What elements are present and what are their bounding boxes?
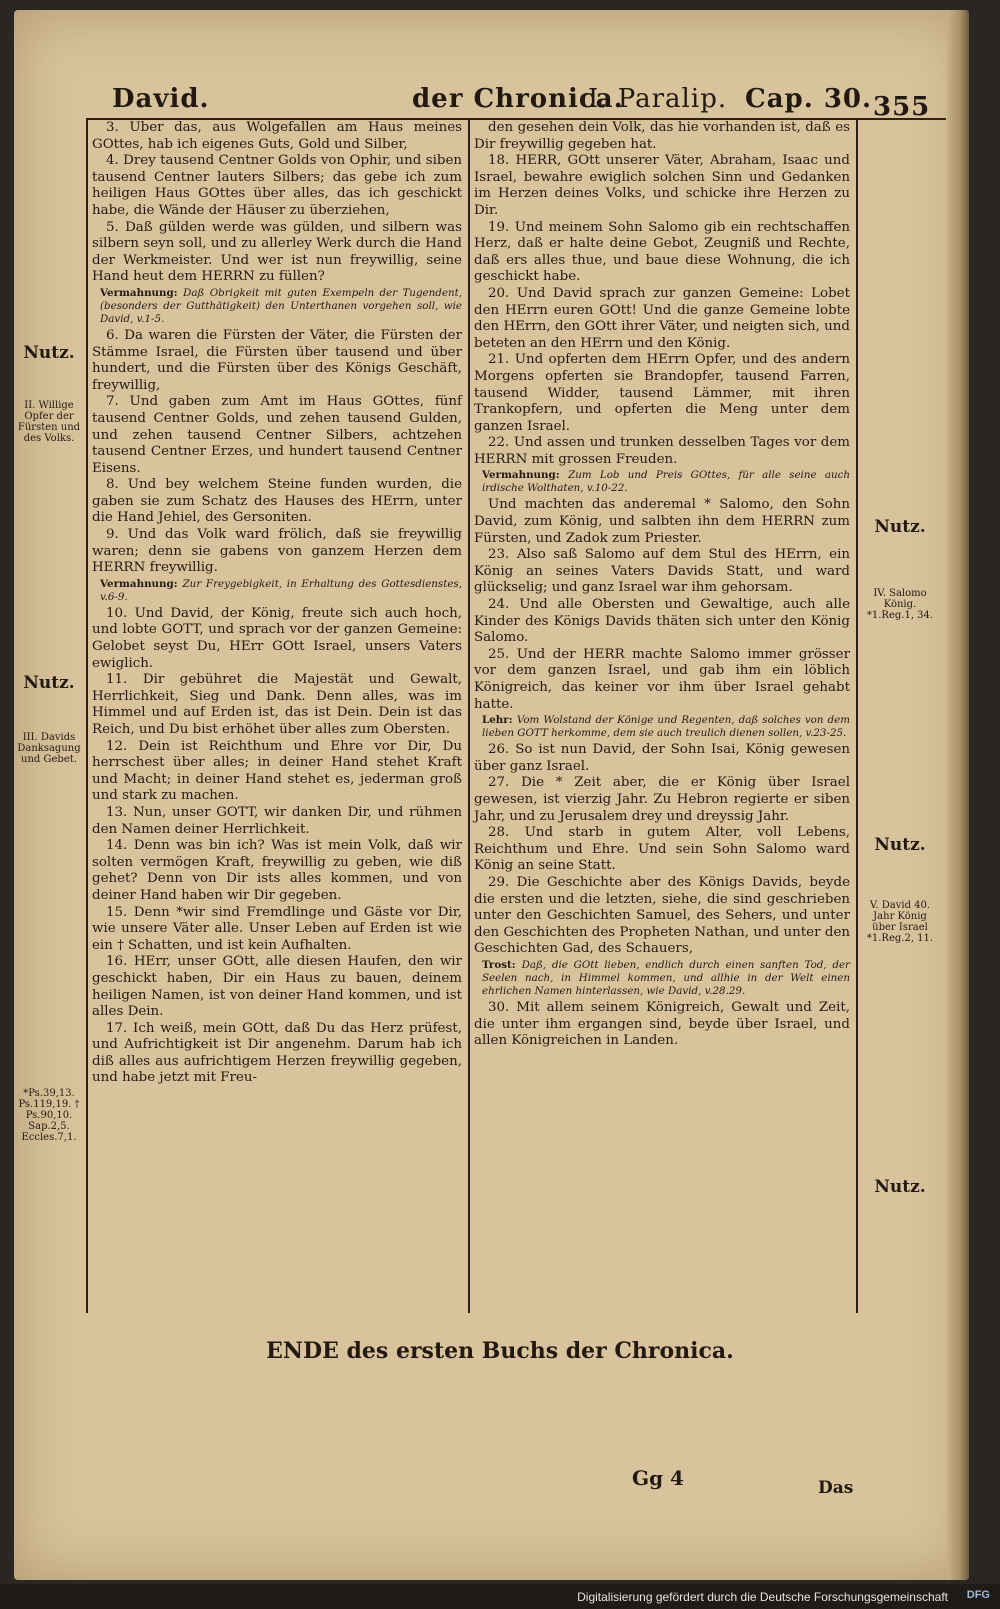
page-number: 355 [873, 92, 931, 122]
verse: 25. Und der HERR machte Salomo immer grösser vor dem ganzen Israel, und gab ihm ein löblich Königreich, das keiner vor ihm über Israel gehabt hatte. [474, 646, 850, 712]
right-rule [856, 118, 858, 1313]
verse: 28. Und starb in gutem Alter, voll Lebens, Reichthum und Ehre. Und sein Sohn Salomo ward König an seine Statt. [474, 825, 850, 874]
verse: 17. Ich weiß, mein GOtt, daß Du das Herz prüfest, und Aufrichtigkeit ist Dir angenehm. Darum hab ich diß alles aus aufrichtigem Herzen freywillig gegeben, und habe jetzt mit Freu- [92, 1020, 462, 1086]
margin-note: III. Davids Danksagung und Gebet. [17, 732, 81, 765]
margin-note: II. Willige Opfer der Fürsten und des Volks. [17, 400, 81, 444]
margin-nutz-label: Nutz. [874, 835, 926, 855]
verse: 29. Die Geschichte aber des Königs Davids, beyde die ersten und die letzten, siehe, die sind geschrieben unter den Geschichten Samuel, des Sehers, und unter den Geschichten des Propheten Nathan, und unter den Geschichten Gad, des Schauers, [474, 874, 850, 957]
verse: 5. Daß gülden werde was gülden, und silbern was silbern seyn soll, und zu allerley Werk durch die Hand der Werkmeister. Und wer ist nun freywillig, seine Hand heut dem HERRN zu füllen? [92, 219, 462, 285]
note-label: Vermahnung: [482, 469, 569, 482]
verse: 23. Also saß Salomo auf dem Stul des HErrn, ein König an seines Vaters Davids Statt, und ward glückselig; und ganz Israel war ihm gehorsam. [474, 547, 850, 596]
note-label: Vermahnung: [100, 577, 183, 590]
verse: 24. Und alle Obersten und Gewaltige, auch alle Kinder des Königs Davids thäten sich unter den König Salomo. [474, 597, 850, 646]
verse: 7. Und gaben zum Amt im Haus GOttes, fünf tausend Centner Golds, und zehen tausend Gulden, und zehen tausend Centner Silbers, achtzehen tausend Centner Erzes, und hundert tausend Centner Eisens. [92, 394, 462, 476]
commentary-note [482, 469, 850, 495]
verse: 20. Und David sprach zur ganzen Gemeine: Lobet den HErrn euren GOtt! Und die ganze Gemeine lobte den HErrn, den GOtt ihrer Väter, und neigten sich, und beteten an den HErrn und den König. [474, 285, 850, 351]
verse: den gesehen dein Volk, das hie vorhanden ist, daß es Dir freywillig gegeben hat. [474, 120, 850, 152]
note-text: Daß Obrigkeit mit guten Exempeln der Tugendent, (besonders der Gutthätigkeit) den Unterthanen vorgehen soll, wie David, v.1-5. [100, 286, 462, 325]
verse: 16. HErr, unser GOtt, alle diesen Haufen, den wir geschickt haben, Dir ein Haus zu bauen, deinem heiligen Namen, ist von deiner Hand kommen, und ist alles Dein. [92, 954, 462, 1020]
footer-text: Digitalisierung gefördert durch die Deutsche Forschungsgemeinschaft [577, 1590, 948, 1604]
footer-bar [0, 1584, 1000, 1609]
verse: 11. Dir gebühret die Majestät und Gewalt, Herrlichkeit, Sieg und Dank. Denn alles, was im Himmel und auf Erden ist, das ist Dein. Dein ist das Reich, und Du bist erhöhet über alles zum Obersten. [92, 672, 462, 737]
header-left: David. [112, 84, 210, 114]
note-text: Vom Wolstand der Könige und Regenten, daß solches von dem lieben GOTT herkomme, dem sie auch treulich dienen sollen, v.23-25. [482, 714, 850, 740]
header-center: der Chronica. [412, 84, 624, 114]
margin-nutz-label: Nutz. [874, 1177, 926, 1197]
header-chapter: Cap. 30. [745, 84, 873, 114]
left-rule [86, 118, 88, 1313]
commentary-note [482, 714, 850, 740]
column-divider [468, 118, 470, 1313]
margin-nutz-label: Nutz. [874, 517, 926, 537]
commentary-note [100, 287, 462, 326]
note-text: Zur Freygebigkeit, in Erhaltung des Gottesdienstes, v.6-9. [100, 577, 462, 603]
verse: 13. Nun, unser GOTT, wir danken Dir, und rühmen den Namen deiner Herrlichkeit. [92, 804, 462, 837]
note-label: Vermahnung: [100, 286, 184, 299]
note-label: Lehr: [482, 714, 517, 727]
verse: 21. Und opferten dem HErrn Opfer, und des andern Morgens opferten sie Brandopfer, tausend Farren, tausend Widder, tausend Lämmer, mit ihren Trankopfern, und opferten die Meng unter dem ganzen Israel. [474, 352, 850, 434]
book-end-title: ENDE des ersten Buchs der Chronica. [266, 1338, 734, 1364]
margin-note: *Ps.39,13. Ps.119,19. † Ps.90,10. Sap.2,5. Eccles.7,1. [18, 1088, 80, 1143]
dfg-logo: DFG [966, 1589, 990, 1601]
verse: 19. Und meinem Sohn Salomo gib ein rechtschaffen Herz, daß er halte deine Gebot, Zeugniß und Rechte, daß ers alles thue, und baue diese Wohnung, die ich geschickt habe. [474, 219, 850, 285]
verse: 18. HERR, GOtt unserer Väter, Abraham, Isaac und Israel, bewahre ewiglich solchen Sinn und Gedanken im Herzen deines Volks, und schicke ihre Herzen zu Dir. [474, 153, 850, 218]
left-text-column [92, 120, 462, 1087]
verse: 27. Die * Zeit aber, die er König über Israel gewesen, ist vierzig Jahr. Zu Hebron regierte er siben Jahr, und zu Jerusalem drey und dreyssig Jahr. [474, 775, 850, 824]
verse: 8. Und bey welchem Steine funden wurden, die gaben sie zum Schatz des Hauses des HErrn, unter die Hand Jehiel, des Gersoniten. [92, 477, 462, 526]
verse: Und machten das anderemal * Salomo, den Sohn David, zum König, und salbten ihn dem HERRN zum Fürsten, und Zadok zum Priester. [474, 497, 850, 546]
verse: 10. Und David, der König, freute sich auch hoch, und lobte GOTT, und sprach vor der ganzen Gemeine: Gelobet seyst Du, HErr GOtt Israel, unsers Vaters ewiglich. [92, 605, 462, 671]
verse: 3. Uber das, aus Wolgefallen am Haus meines GOttes, hab ich eigenes Guts, Gold und Silber, [92, 120, 462, 152]
commentary-note [482, 959, 850, 998]
verse: 15. Denn *wir sind Fremdlinge und Gäste vor Dir, wie unsere Väter alle. Unser Leben auf Erden ist wie ein † Schatten, und ist kein Aufhalten. [92, 904, 462, 953]
commentary-note [100, 578, 462, 604]
margin-nutz-label: Nutz. [23, 673, 75, 693]
verse: 6. Da waren die Fürsten der Väter, die Fürsten der Stämme Israel, die Fürsten über tausend und über hundert, und die Fürsten über des Königs Geschäft, freywillig, [92, 327, 462, 393]
header-book: I. Paralip. [588, 84, 728, 114]
verse: 30. Mit allem seinem Königreich, Gewalt und Zeit, die unter ihm ergangen sind, beyde über Israel, und allen Königreichen in Landen. [474, 999, 850, 1049]
signature-mark: Gg 4 [632, 1466, 684, 1490]
note-text: Zum Lob und Preis GOttes, für alle seine auch irdische Wolthaten, v.10-22. [482, 469, 850, 495]
margin-nutz-label: Nutz. [23, 343, 75, 363]
right-text-column [474, 120, 850, 1050]
verse: 4. Drey tausend Centner Golds von Ophir, und siben tausend Centner lauters Silbers; das gebe ich zum heiligen Haus GOttes über alles, das ich geschickt habe, die Wände der Häuser zu überziehen, [92, 153, 462, 218]
verse: 22. Und assen und trunken desselben Tages vor dem HERRN mit grossen Freuden. [474, 435, 850, 467]
note-label: Trost: [482, 958, 522, 971]
margin-note: IV. Salomo König. *1.Reg.1, 34. [866, 588, 934, 621]
margin-note: V. David 40. Jahr König über Israel *1.Reg.2, 11. [866, 900, 934, 944]
verse: 12. Dein ist Reichthum und Ehre vor Dir, Du herrschest über alles; in deiner Hand stehet Kraft und Macht; in deiner Hand stehet es, jederman groß und stark zu machen. [92, 738, 462, 804]
verse: 26. So ist nun David, der Sohn Isai, König gewesen über ganz Israel. [474, 742, 850, 774]
verse: 9. Und das Volk ward frölich, daß sie freywillig waren; denn sie gabens von ganzem Herzen dem HERRN freywillig. [92, 527, 462, 576]
catchword: Das [818, 1478, 854, 1498]
note-text: Daß, die GOtt lieben, endlich durch einen sanften Tod, der Seelen nach, in Himmel kommen, und allhie in der Welt einen ehrlichen Namen hinterlassen, wie David, v.28.29. [482, 958, 850, 997]
verse: 14. Denn was bin ich? Was ist mein Volk, daß wir solten vermögen Kraft, freywillig zu geben, wie diß gehet? Denn von Dir ists alles kommen, und von deiner Hand haben wir Dir gegeben. [92, 838, 462, 903]
